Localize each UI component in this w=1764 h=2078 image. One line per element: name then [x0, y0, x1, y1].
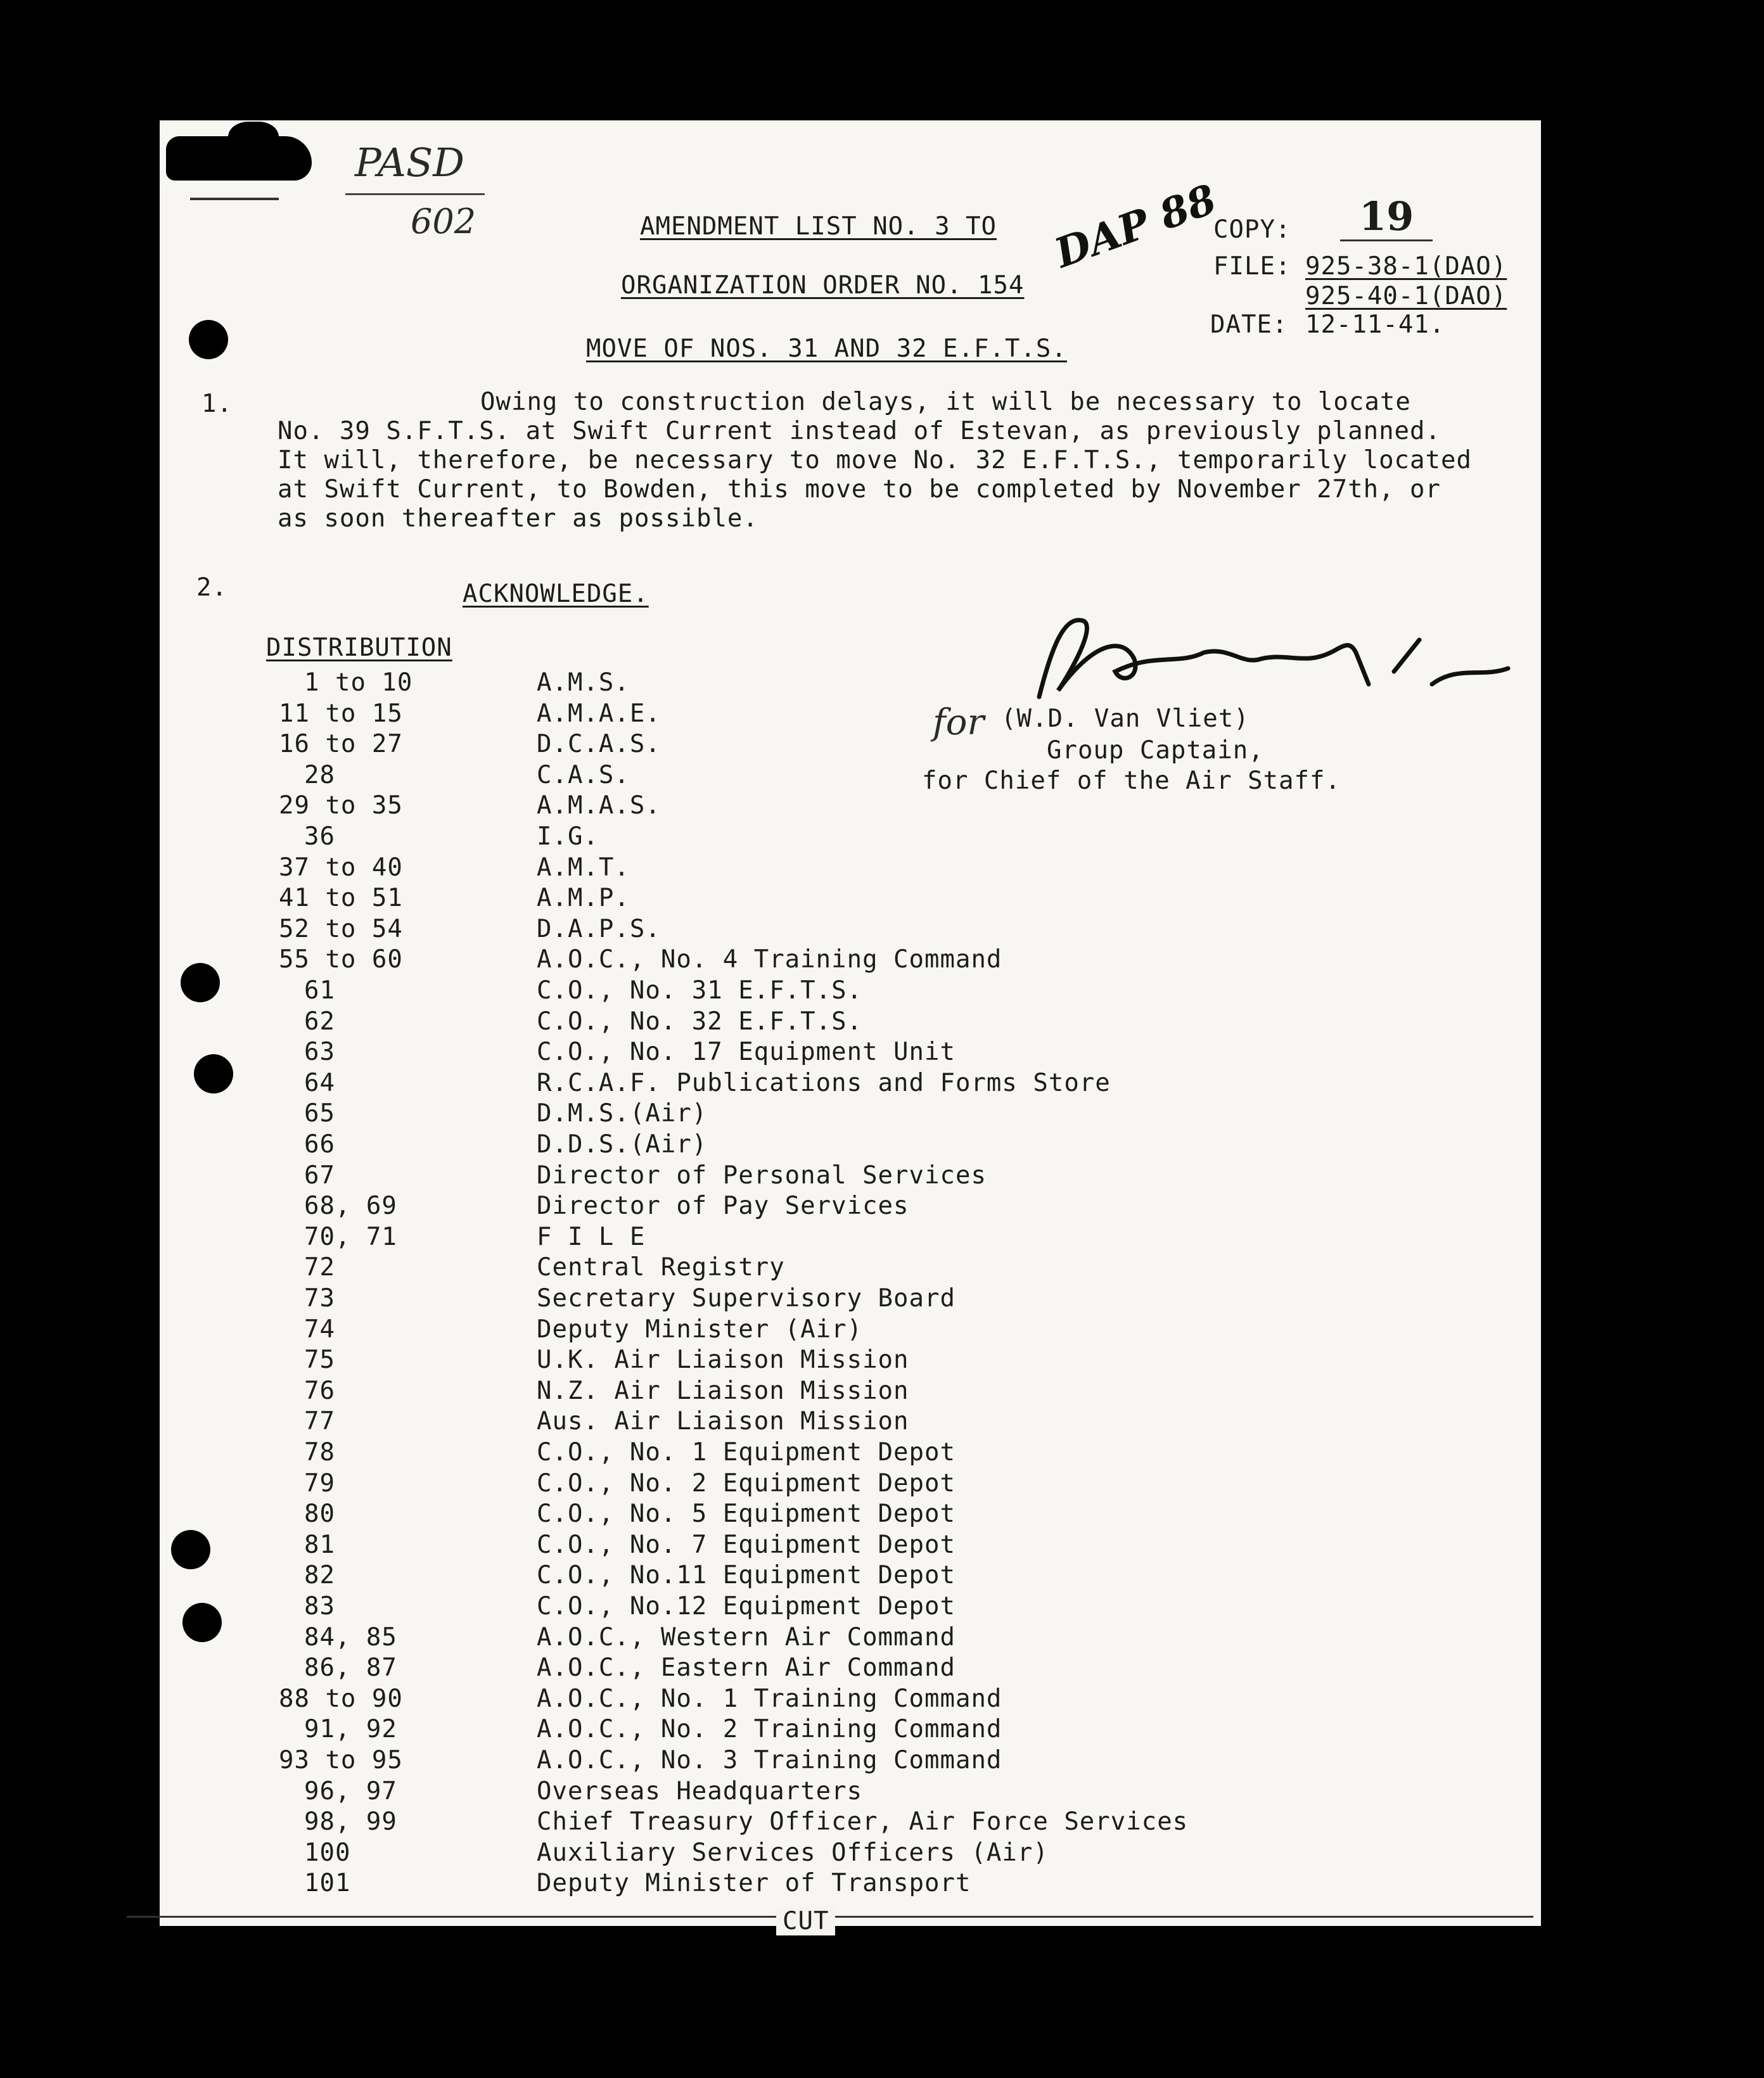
amendment-line: AMENDMENT LIST NO. 3 TO [640, 212, 997, 241]
distribution-copy-numbers: 101 [304, 1869, 351, 1898]
distribution-recipient: Aus. Air Liaison Mission [537, 1407, 909, 1436]
distribution-copy-numbers: 52 to 54 [279, 914, 403, 943]
handwritten-underline [345, 193, 485, 195]
distribution-recipient: N.Z. Air Liaison Mission [537, 1376, 909, 1405]
distribution-copy-numbers: 64 [304, 1068, 335, 1097]
distribution-recipient: A.M.P. [537, 884, 630, 913]
signatory-title: for Chief of the Air Staff. [922, 767, 1341, 795]
distribution-recipient: C.O., No. 7 Equipment Depot [537, 1530, 955, 1559]
distribution-recipient: Central Registry [537, 1253, 785, 1282]
distribution-recipient: Chief Treasury Officer, Air Force Services [537, 1807, 1189, 1837]
distribution-recipient: Overseas Headquarters [537, 1776, 863, 1806]
distribution-recipient: C.O., No.12 Equipment Depot [537, 1592, 955, 1621]
handwritten-note-bottom: 602 [411, 201, 476, 241]
distribution-recipient: A.O.C., No. 3 Training Command [537, 1746, 1002, 1775]
distribution-copy-numbers: 93 to 95 [279, 1746, 403, 1775]
punch-hole [181, 963, 220, 1002]
distribution-copy-numbers: 66 [304, 1130, 335, 1159]
distribution-copy-numbers: 76 [304, 1376, 335, 1405]
distribution-recipient: C.O., No. 5 Equipment Depot [537, 1500, 955, 1529]
distribution-copy-numbers: 41 to 51 [279, 884, 403, 913]
punch-hole [194, 1054, 233, 1093]
distribution-recipient: I.G. [537, 822, 599, 851]
distribution-copy-numbers: 70, 71 [304, 1222, 397, 1251]
distribution-copy-numbers: 36 [304, 822, 335, 851]
distribution-recipient: A.M.A.S. [537, 791, 661, 820]
file-ref-2: 925-40-1(DAO) [1305, 282, 1507, 310]
distribution-copy-numbers: 67 [304, 1161, 335, 1190]
distribution-recipient: Director of Pay Services [537, 1192, 909, 1221]
distribution-list [279, 668, 1198, 1904]
distribution-recipient: U.K. Air Liaison Mission [537, 1346, 909, 1375]
distribution-copy-numbers: 73 [304, 1284, 335, 1313]
subject-line: MOVE OF NOS. 31 AND 32 E.F.T.S. [586, 335, 1067, 363]
distribution-recipient: A.M.A.E. [537, 699, 661, 728]
paragraph-1-line: It will, therefore, be necessary to move No. 32 E.F.T.S., temporarily located [278, 446, 1472, 475]
distribution-recipient: D.M.S.(Air) [537, 1099, 708, 1128]
distribution-copy-numbers: 11 to 15 [279, 699, 403, 728]
distribution-recipient: C.O., No. 17 Equipment Unit [537, 1038, 955, 1067]
distribution-copy-numbers: 84, 85 [304, 1622, 397, 1652]
distribution-copy-numbers: 62 [304, 1007, 335, 1036]
cut-label: CUT [776, 1907, 835, 1935]
distribution-copy-numbers: 78 [304, 1438, 335, 1467]
signatory-rank: Group Captain, [1047, 736, 1264, 765]
paragraph-1-line: No. 39 S.F.T.S. at Swift Current instead of Estevan, as previously planned. [278, 417, 1441, 445]
paragraph-1 [278, 388, 1481, 533]
distribution-recipient: Auxiliary Services Officers (Air) [537, 1838, 1049, 1867]
paragraph-1-line: Owing to construction delays, it will be necessary to locate [480, 388, 1411, 416]
distribution-copy-numbers: 37 to 40 [279, 853, 403, 882]
distribution-copy-numbers: 63 [304, 1038, 335, 1067]
distribution-recipient: Director of Personal Services [537, 1161, 987, 1190]
handwritten-dash [190, 198, 279, 200]
distribution-copy-numbers: 65 [304, 1099, 335, 1128]
distribution-recipient: C.O., No. 32 E.F.T.S. [537, 1007, 863, 1036]
file-ref-1: 925-38-1(DAO) [1305, 252, 1507, 281]
paragraph-1-line: at Swift Current, to Bowden, this move to be completed by November 27th, or [278, 475, 1441, 504]
signatory-name: (W.D. Van Vliet) [1001, 704, 1250, 733]
redaction-blot [228, 122, 279, 160]
distribution-copy-numbers: 74 [304, 1315, 335, 1344]
handwritten-scribble: DAP 88 [1049, 175, 1223, 277]
distribution-copy-numbers: 100 [304, 1838, 351, 1867]
distribution-recipient: A.O.C., No. 2 Training Command [537, 1715, 1002, 1744]
distribution-copy-numbers: 68, 69 [304, 1192, 397, 1221]
date-value: 12-11-41. [1305, 310, 1445, 339]
acknowledge-text: ACKNOWLEDGE. [463, 580, 649, 608]
distribution-copy-numbers: 81 [304, 1530, 335, 1559]
distribution-copy-numbers: 88 to 90 [279, 1684, 403, 1713]
distribution-copy-numbers: 82 [304, 1561, 335, 1590]
handwritten-note-top: PASD [355, 139, 464, 186]
distribution-recipient: Deputy Minister of Transport [537, 1869, 971, 1898]
distribution-copy-numbers: 28 [304, 760, 335, 789]
distribution-copy-numbers: 29 to 35 [279, 791, 403, 820]
distribution-copy-numbers: 16 to 27 [279, 730, 403, 759]
distribution-recipient: R.C.A.F. Publications and Forms Store [537, 1068, 1111, 1097]
punch-hole [189, 320, 228, 359]
distribution-recipient: C.O., No. 2 Equipment Depot [537, 1469, 955, 1498]
distribution-recipient: C.O., No.11 Equipment Depot [537, 1561, 955, 1590]
paragraph-2-number: 2. [196, 573, 227, 602]
distribution-recipient: Secretary Supervisory Board [537, 1284, 955, 1313]
distribution-recipient: D.A.P.S. [537, 914, 661, 943]
distribution-copy-numbers: 80 [304, 1500, 335, 1529]
distribution-recipient: A.O.C., Eastern Air Command [537, 1654, 955, 1683]
distribution-recipient: A.M.S. [537, 668, 630, 697]
file-label: FILE: [1213, 252, 1291, 281]
distribution-recipient: C.A.S. [537, 760, 630, 789]
distribution-recipient: A.O.C., No. 1 Training Command [537, 1684, 1002, 1713]
punch-hole [171, 1530, 210, 1569]
copy-label: COPY: [1213, 215, 1291, 244]
distribution-copy-numbers: 72 [304, 1253, 335, 1282]
distribution-copy-numbers: 55 to 60 [279, 945, 403, 974]
distribution-recipient: A.O.C., No. 4 Training Command [537, 945, 1002, 974]
distribution-recipient: D.C.A.S. [537, 730, 661, 759]
order-line: ORGANIZATION ORDER NO. 154 [621, 271, 1025, 300]
distribution-copy-numbers: 1 to 10 [304, 668, 413, 697]
paragraph-1-number: 1. [201, 390, 233, 418]
distribution-copy-numbers: 98, 99 [304, 1807, 397, 1837]
paragraph-1-line: as soon thereafter as possible. [278, 504, 758, 533]
distribution-recipient: C.O., No. 1 Equipment Depot [537, 1438, 955, 1467]
distribution-heading: DISTRIBUTION [266, 634, 452, 662]
copy-number: 19 [1340, 193, 1433, 241]
distribution-recipient: A.M.T. [537, 853, 630, 882]
signature-prefix: for [933, 702, 985, 743]
distribution-recipient: F I L E [537, 1222, 646, 1251]
distribution-recipient: C.O., No. 31 E.F.T.S. [537, 976, 863, 1005]
distribution-copy-numbers: 75 [304, 1346, 335, 1375]
distribution-copy-numbers: 86, 87 [304, 1654, 397, 1683]
distribution-copy-numbers: 79 [304, 1469, 335, 1498]
distribution-copy-numbers: 83 [304, 1592, 335, 1621]
distribution-recipient: D.D.S.(Air) [537, 1130, 708, 1159]
distribution-copy-numbers: 96, 97 [304, 1776, 397, 1806]
distribution-recipient: Deputy Minister (Air) [537, 1315, 863, 1344]
distribution-copy-numbers: 61 [304, 976, 335, 1005]
distribution-recipient: A.O.C., Western Air Command [537, 1622, 955, 1652]
punch-hole [182, 1603, 222, 1642]
date-label: DATE: [1210, 310, 1288, 339]
distribution-copy-numbers: 77 [304, 1407, 335, 1436]
distribution-copy-numbers: 91, 92 [304, 1715, 397, 1744]
